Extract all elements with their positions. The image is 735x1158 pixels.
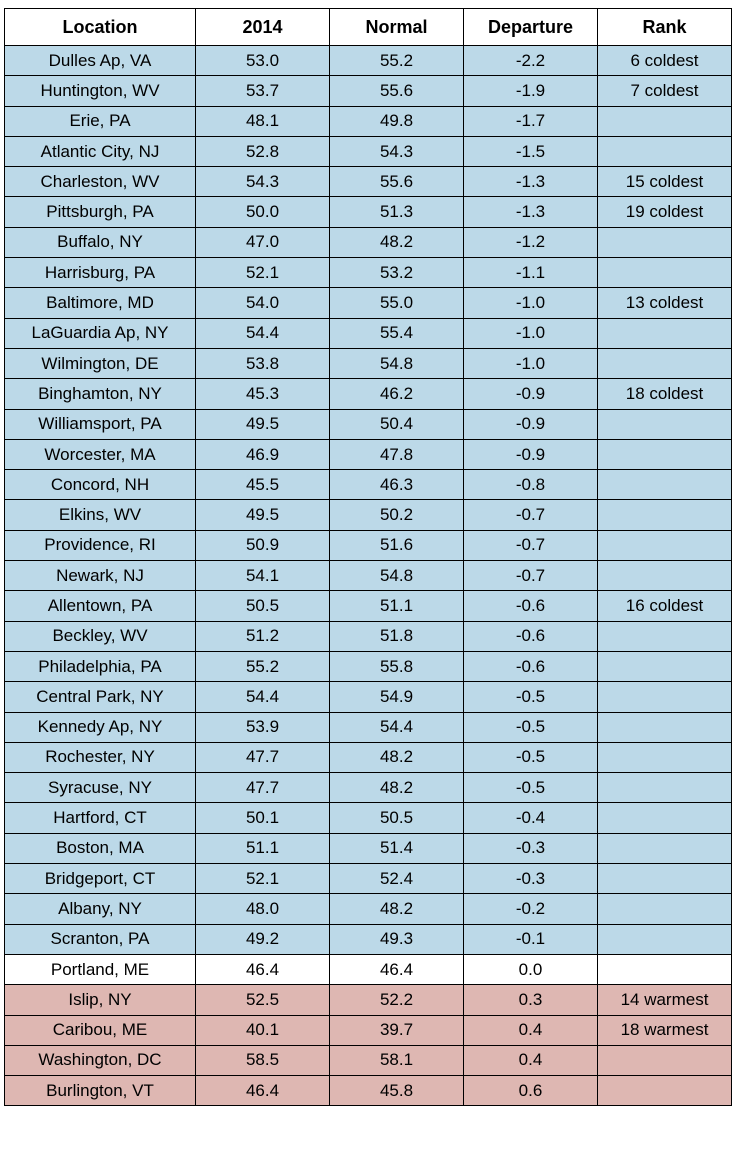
cell-normal: 55.6 bbox=[330, 167, 464, 197]
cell-rank: 18 coldest bbox=[598, 379, 732, 409]
cell-normal: 54.8 bbox=[330, 348, 464, 378]
cell-departure: -0.4 bbox=[464, 803, 598, 833]
cell-location: Pittsburgh, PA bbox=[5, 197, 196, 227]
cell-normal: 46.3 bbox=[330, 470, 464, 500]
cell-location: Atlantic City, NJ bbox=[5, 136, 196, 166]
cell-normal: 55.6 bbox=[330, 76, 464, 106]
cell-normal: 55.2 bbox=[330, 46, 464, 76]
cell-rank bbox=[598, 803, 732, 833]
cell-location: Kennedy Ap, NY bbox=[5, 712, 196, 742]
cell-2014: 47.7 bbox=[196, 773, 330, 803]
cell-departure: -1.9 bbox=[464, 76, 598, 106]
cell-normal: 52.4 bbox=[330, 864, 464, 894]
cell-2014: 45.5 bbox=[196, 470, 330, 500]
cell-rank: 18 warmest bbox=[598, 1015, 732, 1045]
cell-normal: 51.3 bbox=[330, 197, 464, 227]
cell-location: Newark, NJ bbox=[5, 561, 196, 591]
cell-departure: -0.5 bbox=[464, 682, 598, 712]
cell-normal: 52.2 bbox=[330, 985, 464, 1015]
cell-2014: 54.1 bbox=[196, 561, 330, 591]
cell-2014: 58.5 bbox=[196, 1045, 330, 1075]
cell-rank bbox=[598, 348, 732, 378]
cell-location: Philadelphia, PA bbox=[5, 651, 196, 681]
cell-departure: -1.0 bbox=[464, 318, 598, 348]
cell-normal: 50.2 bbox=[330, 500, 464, 530]
cell-2014: 52.8 bbox=[196, 136, 330, 166]
column-header-rank: Rank bbox=[598, 9, 732, 46]
cell-2014: 48.1 bbox=[196, 106, 330, 136]
table-row bbox=[5, 167, 732, 197]
cell-departure: -0.2 bbox=[464, 894, 598, 924]
cell-location: Binghamton, NY bbox=[5, 379, 196, 409]
cell-departure: -0.7 bbox=[464, 561, 598, 591]
cell-normal: 39.7 bbox=[330, 1015, 464, 1045]
cell-location: Bridgeport, CT bbox=[5, 864, 196, 894]
cell-departure: -0.7 bbox=[464, 530, 598, 560]
cell-location: Huntington, WV bbox=[5, 76, 196, 106]
table-row bbox=[5, 803, 732, 833]
temperature-table bbox=[4, 8, 732, 1106]
cell-departure: -1.7 bbox=[464, 106, 598, 136]
cell-location: Wilmington, DE bbox=[5, 348, 196, 378]
cell-2014: 50.5 bbox=[196, 591, 330, 621]
cell-location: Scranton, PA bbox=[5, 924, 196, 954]
cell-departure: -0.5 bbox=[464, 712, 598, 742]
cell-departure: -1.1 bbox=[464, 258, 598, 288]
cell-rank bbox=[598, 621, 732, 651]
cell-normal: 48.2 bbox=[330, 742, 464, 772]
cell-departure: -0.9 bbox=[464, 439, 598, 469]
cell-location: Elkins, WV bbox=[5, 500, 196, 530]
cell-rank bbox=[598, 1076, 732, 1106]
cell-departure: 0.3 bbox=[464, 985, 598, 1015]
cell-departure: -0.9 bbox=[464, 379, 598, 409]
cell-rank: 15 coldest bbox=[598, 167, 732, 197]
cell-normal: 55.4 bbox=[330, 318, 464, 348]
cell-2014: 51.2 bbox=[196, 621, 330, 651]
cell-normal: 50.4 bbox=[330, 409, 464, 439]
column-header-normal: Normal bbox=[330, 9, 464, 46]
cell-departure: -0.6 bbox=[464, 651, 598, 681]
cell-rank bbox=[598, 136, 732, 166]
cell-normal: 55.8 bbox=[330, 651, 464, 681]
cell-location: Syracuse, NY bbox=[5, 773, 196, 803]
cell-location: Washington, DC bbox=[5, 1045, 196, 1075]
table-row bbox=[5, 348, 732, 378]
cell-departure: 0.4 bbox=[464, 1015, 598, 1045]
cell-normal: 46.4 bbox=[330, 954, 464, 984]
cell-2014: 52.1 bbox=[196, 258, 330, 288]
cell-location: Hartford, CT bbox=[5, 803, 196, 833]
cell-departure: -0.5 bbox=[464, 773, 598, 803]
cell-rank bbox=[598, 470, 732, 500]
cell-2014: 53.7 bbox=[196, 76, 330, 106]
cell-normal: 47.8 bbox=[330, 439, 464, 469]
cell-location: Providence, RI bbox=[5, 530, 196, 560]
cell-2014: 53.8 bbox=[196, 348, 330, 378]
table-row bbox=[5, 288, 732, 318]
table-row bbox=[5, 561, 732, 591]
cell-rank bbox=[598, 742, 732, 772]
cell-2014: 50.1 bbox=[196, 803, 330, 833]
cell-location: Buffalo, NY bbox=[5, 227, 196, 257]
cell-location: Central Park, NY bbox=[5, 682, 196, 712]
cell-departure: -0.6 bbox=[464, 621, 598, 651]
table-row bbox=[5, 470, 732, 500]
cell-departure: -2.2 bbox=[464, 46, 598, 76]
cell-location: Concord, NH bbox=[5, 470, 196, 500]
cell-2014: 49.2 bbox=[196, 924, 330, 954]
cell-2014: 55.2 bbox=[196, 651, 330, 681]
cell-location: Worcester, MA bbox=[5, 439, 196, 469]
table-row bbox=[5, 258, 732, 288]
table-row bbox=[5, 773, 732, 803]
cell-2014: 48.0 bbox=[196, 894, 330, 924]
table-row bbox=[5, 76, 732, 106]
cell-rank bbox=[598, 258, 732, 288]
cell-normal: 48.2 bbox=[330, 894, 464, 924]
cell-location: Dulles Ap, VA bbox=[5, 46, 196, 76]
cell-departure: -0.7 bbox=[464, 500, 598, 530]
cell-location: Beckley, WV bbox=[5, 621, 196, 651]
cell-normal: 48.2 bbox=[330, 227, 464, 257]
table-row bbox=[5, 46, 732, 76]
table-row bbox=[5, 227, 732, 257]
cell-rank: 19 coldest bbox=[598, 197, 732, 227]
cell-rank bbox=[598, 106, 732, 136]
cell-rank bbox=[598, 318, 732, 348]
cell-2014: 54.4 bbox=[196, 318, 330, 348]
cell-departure: 0.4 bbox=[464, 1045, 598, 1075]
cell-departure: 0.0 bbox=[464, 954, 598, 984]
cell-normal: 51.8 bbox=[330, 621, 464, 651]
cell-location: LaGuardia Ap, NY bbox=[5, 318, 196, 348]
table-row bbox=[5, 651, 732, 681]
cell-2014: 52.5 bbox=[196, 985, 330, 1015]
cell-2014: 47.0 bbox=[196, 227, 330, 257]
cell-2014: 49.5 bbox=[196, 500, 330, 530]
cell-departure: -1.3 bbox=[464, 167, 598, 197]
cell-rank bbox=[598, 651, 732, 681]
cell-normal: 45.8 bbox=[330, 1076, 464, 1106]
cell-rank bbox=[598, 712, 732, 742]
cell-2014: 45.3 bbox=[196, 379, 330, 409]
cell-location: Burlington, VT bbox=[5, 1076, 196, 1106]
cell-normal: 54.8 bbox=[330, 561, 464, 591]
cell-departure: -1.5 bbox=[464, 136, 598, 166]
cell-2014: 40.1 bbox=[196, 1015, 330, 1045]
cell-rank: 14 warmest bbox=[598, 985, 732, 1015]
cell-departure: -1.2 bbox=[464, 227, 598, 257]
cell-location: Albany, NY bbox=[5, 894, 196, 924]
table-row bbox=[5, 833, 732, 863]
cell-departure: -0.6 bbox=[464, 591, 598, 621]
cell-rank: 13 coldest bbox=[598, 288, 732, 318]
cell-2014: 50.0 bbox=[196, 197, 330, 227]
cell-2014: 46.4 bbox=[196, 1076, 330, 1106]
table-row bbox=[5, 409, 732, 439]
table-row bbox=[5, 742, 732, 772]
cell-departure: -0.9 bbox=[464, 409, 598, 439]
cell-2014: 51.1 bbox=[196, 833, 330, 863]
cell-rank bbox=[598, 561, 732, 591]
table-row bbox=[5, 439, 732, 469]
cell-2014: 53.9 bbox=[196, 712, 330, 742]
cell-rank bbox=[598, 894, 732, 924]
cell-2014: 54.3 bbox=[196, 167, 330, 197]
cell-normal: 50.5 bbox=[330, 803, 464, 833]
cell-location: Harrisburg, PA bbox=[5, 258, 196, 288]
cell-2014: 49.5 bbox=[196, 409, 330, 439]
cell-departure: -0.3 bbox=[464, 864, 598, 894]
table-row bbox=[5, 621, 732, 651]
cell-rank bbox=[598, 682, 732, 712]
cell-2014: 50.9 bbox=[196, 530, 330, 560]
cell-rank bbox=[598, 530, 732, 560]
cell-normal: 54.4 bbox=[330, 712, 464, 742]
cell-normal: 54.3 bbox=[330, 136, 464, 166]
cell-rank bbox=[598, 439, 732, 469]
table-row bbox=[5, 924, 732, 954]
cell-rank bbox=[598, 500, 732, 530]
cell-location: Boston, MA bbox=[5, 833, 196, 863]
table-row bbox=[5, 682, 732, 712]
column-header-2014: 2014 bbox=[196, 9, 330, 46]
cell-location: Islip, NY bbox=[5, 985, 196, 1015]
cell-departure: -0.5 bbox=[464, 742, 598, 772]
cell-departure: -0.3 bbox=[464, 833, 598, 863]
cell-location: Allentown, PA bbox=[5, 591, 196, 621]
cell-rank bbox=[598, 409, 732, 439]
cell-departure: -0.1 bbox=[464, 924, 598, 954]
table-row bbox=[5, 985, 732, 1015]
column-header-departure: Departure bbox=[464, 9, 598, 46]
cell-location: Charleston, WV bbox=[5, 167, 196, 197]
cell-rank bbox=[598, 924, 732, 954]
cell-departure: -1.0 bbox=[464, 288, 598, 318]
cell-departure: 0.6 bbox=[464, 1076, 598, 1106]
cell-normal: 49.3 bbox=[330, 924, 464, 954]
table-body bbox=[5, 46, 732, 1106]
cell-normal: 46.2 bbox=[330, 379, 464, 409]
cell-normal: 53.2 bbox=[330, 258, 464, 288]
cell-rank bbox=[598, 773, 732, 803]
cell-location: Erie, PA bbox=[5, 106, 196, 136]
table-row bbox=[5, 106, 732, 136]
table-row bbox=[5, 1076, 732, 1106]
cell-2014: 47.7 bbox=[196, 742, 330, 772]
cell-rank bbox=[598, 1045, 732, 1075]
cell-normal: 49.8 bbox=[330, 106, 464, 136]
cell-2014: 54.0 bbox=[196, 288, 330, 318]
cell-normal: 51.1 bbox=[330, 591, 464, 621]
cell-2014: 46.9 bbox=[196, 439, 330, 469]
column-header-location: Location bbox=[5, 9, 196, 46]
cell-2014: 52.1 bbox=[196, 864, 330, 894]
table-row bbox=[5, 530, 732, 560]
table-row bbox=[5, 1015, 732, 1045]
cell-rank bbox=[598, 833, 732, 863]
cell-rank bbox=[598, 954, 732, 984]
cell-rank bbox=[598, 227, 732, 257]
table-row bbox=[5, 954, 732, 984]
table-row bbox=[5, 894, 732, 924]
cell-normal: 55.0 bbox=[330, 288, 464, 318]
cell-location: Portland, ME bbox=[5, 954, 196, 984]
cell-2014: 53.0 bbox=[196, 46, 330, 76]
cell-rank: 7 coldest bbox=[598, 76, 732, 106]
cell-rank bbox=[598, 864, 732, 894]
cell-location: Baltimore, MD bbox=[5, 288, 196, 318]
table-row bbox=[5, 712, 732, 742]
cell-location: Williamsport, PA bbox=[5, 409, 196, 439]
table-row bbox=[5, 136, 732, 166]
cell-2014: 46.4 bbox=[196, 954, 330, 984]
cell-normal: 54.9 bbox=[330, 682, 464, 712]
table-header bbox=[5, 9, 732, 46]
cell-rank: 16 coldest bbox=[598, 591, 732, 621]
cell-normal: 51.4 bbox=[330, 833, 464, 863]
cell-location: Rochester, NY bbox=[5, 742, 196, 772]
cell-normal: 51.6 bbox=[330, 530, 464, 560]
cell-departure: -0.8 bbox=[464, 470, 598, 500]
table-row bbox=[5, 318, 732, 348]
cell-2014: 54.4 bbox=[196, 682, 330, 712]
table-row bbox=[5, 591, 732, 621]
cell-normal: 48.2 bbox=[330, 773, 464, 803]
cell-departure: -1.3 bbox=[464, 197, 598, 227]
cell-normal: 58.1 bbox=[330, 1045, 464, 1075]
table-row bbox=[5, 197, 732, 227]
cell-departure: -1.0 bbox=[464, 348, 598, 378]
table-row bbox=[5, 500, 732, 530]
table-row bbox=[5, 379, 732, 409]
cell-location: Caribou, ME bbox=[5, 1015, 196, 1045]
header-row bbox=[5, 9, 732, 46]
cell-rank: 6 coldest bbox=[598, 46, 732, 76]
table-row bbox=[5, 1045, 732, 1075]
table-row bbox=[5, 864, 732, 894]
